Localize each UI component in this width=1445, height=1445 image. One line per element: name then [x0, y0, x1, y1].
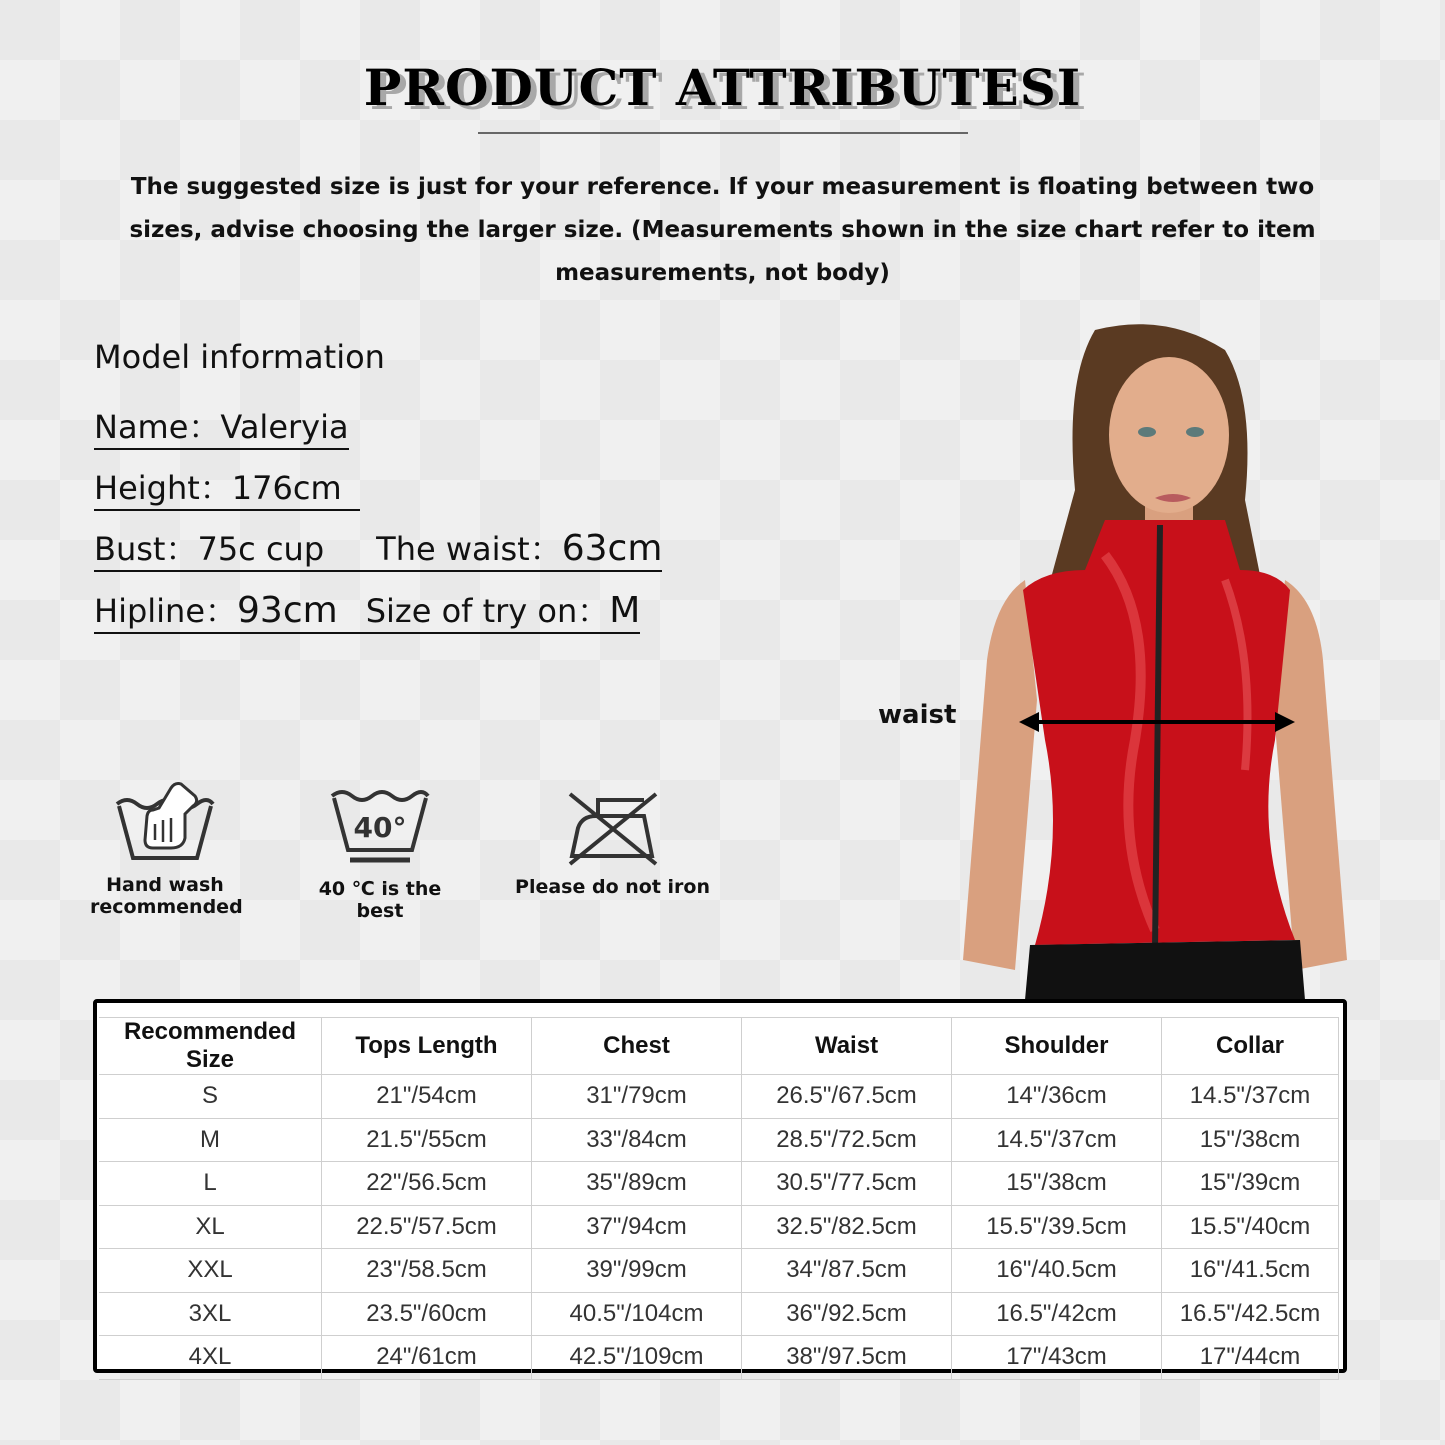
cell-size: M	[99, 1118, 322, 1162]
cell-chest: 40.5"/104cm	[532, 1292, 742, 1336]
cell-shoulder: 15"/38cm	[952, 1162, 1162, 1206]
table-row	[99, 1205, 1339, 1249]
cell-size: XXL	[99, 1249, 322, 1293]
cell-collar: 16"/41.5cm	[1162, 1249, 1339, 1293]
size-advice-text: The suggested size is just for your reference. If your measurement is floating between two sizes, advise choosing the larger size. (Measurements shown in the size chart refer to item measurements, not body)	[129, 174, 1316, 286]
table-header-row	[99, 1018, 1339, 1075]
model-height: Height：176cm	[94, 463, 360, 511]
table-row	[99, 1162, 1339, 1206]
cell-chest: 35"/89cm	[532, 1162, 742, 1206]
col-header-tops-length: Tops Length	[322, 1018, 532, 1075]
col-header-waist: Waist	[742, 1018, 952, 1075]
model-waist-value: 63cm	[561, 528, 663, 569]
left-eye	[1138, 427, 1156, 437]
cell-size: 4XL	[99, 1336, 322, 1380]
black-pants	[1025, 940, 1305, 1000]
model-bust: Bust：75c cup	[94, 530, 325, 568]
model-info-heading: Model information	[94, 338, 385, 376]
table-row	[99, 1118, 1339, 1162]
model-hipline-label: Hipline：	[94, 592, 238, 630]
cell-shoulder: 17"/43cm	[952, 1336, 1162, 1380]
cell-chest: 31"/79cm	[532, 1075, 742, 1119]
care-label-line2: recommended	[90, 896, 243, 918]
cell-collar: 17"/44cm	[1162, 1336, 1339, 1380]
model-waist-label: The waist：	[376, 530, 562, 568]
wash-40-icon	[330, 780, 430, 864]
cell-waist: 28.5"/72.5cm	[742, 1118, 952, 1162]
hand-wash-icon	[115, 780, 215, 864]
table-row	[99, 1292, 1339, 1336]
care-no-iron	[515, 780, 710, 898]
cell-tops-length: 23"/58.5cm	[322, 1249, 532, 1293]
cell-collar: 16.5"/42.5cm	[1162, 1292, 1339, 1336]
size-chart	[93, 999, 1347, 1373]
cell-tops-length: 21.5"/55cm	[322, 1118, 532, 1162]
cell-shoulder: 16.5"/42cm	[952, 1292, 1162, 1336]
cell-tops-length: 22"/56.5cm	[322, 1162, 532, 1206]
model-size-value: M	[609, 590, 641, 631]
cell-tops-length: 21"/54cm	[322, 1075, 532, 1119]
cell-waist: 38"/97.5cm	[742, 1336, 952, 1380]
cell-chest: 37"/94cm	[532, 1205, 742, 1249]
col-header-collar: Collar	[1162, 1018, 1339, 1075]
size-table-body	[99, 1075, 1339, 1380]
cell-shoulder: 14.5"/37cm	[952, 1118, 1162, 1162]
cell-size: 3XL	[99, 1292, 322, 1336]
cell-waist: 34"/87.5cm	[742, 1249, 952, 1293]
col-header-chest: Chest	[532, 1018, 742, 1075]
cell-waist: 26.5"/67.5cm	[742, 1075, 952, 1119]
model-hip-size	[94, 586, 640, 634]
care-label-line1: Hand wash	[106, 874, 224, 896]
wash-temp-label: 40°	[353, 811, 407, 844]
cell-chest: 33"/84cm	[532, 1118, 742, 1162]
model-name: Name：Valeryia	[94, 402, 349, 450]
cell-waist: 30.5"/77.5cm	[742, 1162, 952, 1206]
size-table	[99, 1017, 1339, 1380]
title-underline	[478, 132, 968, 134]
table-row	[99, 1249, 1339, 1293]
cell-collar: 14.5"/37cm	[1162, 1075, 1339, 1119]
page-title: PRODUCT ATTRIBUTESI	[363, 58, 1082, 117]
care-label-line1: Please do not iron	[515, 876, 710, 898]
cell-shoulder: 14"/36cm	[952, 1075, 1162, 1119]
table-row	[99, 1075, 1339, 1119]
cell-chest: 39"/99cm	[532, 1249, 742, 1293]
cell-tops-length: 23.5"/60cm	[322, 1292, 532, 1336]
waist-marker-label: waist	[878, 700, 957, 730]
cell-tops-length: 22.5"/57.5cm	[322, 1205, 532, 1249]
model-photo	[955, 320, 1355, 1000]
cell-waist: 36"/92.5cm	[742, 1292, 952, 1336]
cell-collar: 15.5"/40cm	[1162, 1205, 1339, 1249]
col-header-shoulder: Shoulder	[952, 1018, 1162, 1075]
cell-size: S	[99, 1075, 322, 1119]
cell-size: XL	[99, 1205, 322, 1249]
cell-waist: 32.5"/82.5cm	[742, 1205, 952, 1249]
care-label-line1: 40 ℃ is the best	[318, 878, 442, 922]
cell-collar: 15"/39cm	[1162, 1162, 1339, 1206]
table-row	[99, 1336, 1339, 1380]
cell-shoulder: 15.5"/39.5cm	[952, 1205, 1162, 1249]
care-hand-wash	[90, 780, 243, 918]
model-size-label: Size of try on：	[365, 592, 610, 630]
left-arm	[963, 580, 1037, 970]
cell-size: L	[99, 1162, 322, 1206]
care-wash-40	[295, 780, 465, 922]
face-shape	[1109, 357, 1229, 513]
no-iron-icon	[568, 792, 658, 866]
model-hipline-value: 93cm	[237, 590, 338, 631]
cell-tops-length: 24"/61cm	[322, 1336, 532, 1380]
cell-chest: 42.5"/109cm	[532, 1336, 742, 1380]
cell-shoulder: 16"/40.5cm	[952, 1249, 1162, 1293]
cell-collar: 15"/38cm	[1162, 1118, 1339, 1162]
col-header-size: Recommended Size	[99, 1018, 322, 1075]
right-eye	[1186, 427, 1204, 437]
model-bust-waist	[94, 524, 662, 572]
